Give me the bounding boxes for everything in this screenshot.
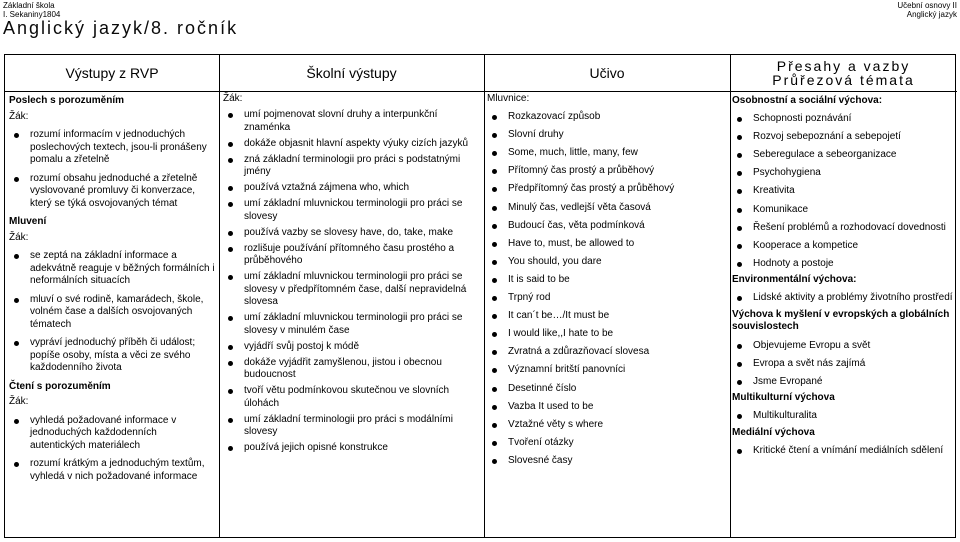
column-header-cross-topics (730, 55, 957, 92)
list-item: mluví o své rodině, kamarádech, škole, volném čase a dalších osvojovaných tématech (9, 294, 215, 332)
media-list (732, 445, 956, 458)
list-item: používá vazby se slovesy have, do, take, make (223, 227, 480, 240)
list-item: dokáže vyjádřit zamyšlenou, jistou i obecnou budoucnost (223, 357, 480, 382)
cross-topics-header-line2: Průřezová témata (772, 72, 915, 88)
list-item: Multikulturalita (732, 410, 956, 423)
column-divider (219, 55, 220, 537)
section-title-environmental: Environmentální výchova: (732, 274, 857, 286)
list-item: Evropa a svět nás zajímá (732, 358, 956, 371)
list-item: Vztažné věty s where (487, 419, 727, 432)
document-type-line1: Učební osnovy II (897, 1, 957, 10)
school-address: I. Sekaniny1804 (3, 10, 61, 19)
list-item: používá jejich opisné konstrukce (223, 442, 480, 455)
list-item: Slovní druhy (487, 129, 727, 142)
list-item: používá vztažná zájmena who, which (223, 182, 480, 195)
list-item: Minulý čas, vedlejší věta časová (487, 202, 727, 215)
list-item: Rozkazovací způsob (487, 111, 727, 124)
european-global-list (732, 340, 956, 389)
column-header-school-outputs: Školní výstupy (219, 55, 484, 92)
list-item: Významní britští panovníci (487, 364, 727, 377)
list-item: umí pojmenovat slovní druhy a interpunkční znaménka (223, 109, 480, 134)
school-outputs-list (223, 109, 480, 455)
list-item: rozumí informacím v jednoduchých poslechových textech, jsou-li pronášeny pomalu a zřetelně (9, 129, 215, 167)
document-type-line2: Anglický jazyk (906, 10, 957, 19)
list-item: umí základní mluvnickou terminologii pro práci se slovesy v minulém čase (223, 312, 480, 337)
list-item: It can´t be…/It must be (487, 310, 727, 323)
list-item: Kooperace a kompetice (732, 240, 956, 253)
grammar-list (487, 111, 727, 467)
list-item: umí základní terminologii pro práci s modálními slovesy (223, 414, 480, 439)
list-item: Objevujeme Evropu a svět (732, 340, 956, 353)
column-header-rvp: Výstupy z RVP (5, 55, 219, 92)
column-divider (484, 55, 485, 537)
list-item: rozumí krátkým a jednoduchým textům, vyhledá v nich požadované informace (9, 458, 215, 483)
section-title-media: Mediální výchova (732, 426, 815, 438)
document-type (897, 1, 957, 19)
list-item: Some, much, little, many, few (487, 147, 727, 160)
list-item: Kreativita (732, 185, 956, 198)
list-item: Předpřítomný čas prostý a průběhový (487, 183, 727, 196)
list-item: tvoří větu podmínkovou skutečnou ve slovních úlohách (223, 385, 480, 410)
environmental-list (732, 292, 956, 305)
list-item: Tvoření otázky (487, 437, 727, 450)
personal-social-list (732, 113, 956, 270)
list-item: Zvratná a zdůrazňovací slovesa (487, 346, 727, 359)
reading-list (9, 415, 215, 484)
list-item: Seberegulace a sebeorganizace (732, 149, 956, 162)
listening-list (9, 129, 215, 210)
list-item: Desetinné číslo (487, 383, 727, 396)
column-header-curriculum: Učivo (484, 55, 730, 92)
list-item: Slovesné časy (487, 455, 727, 468)
section-title-multicultural: Multikulturní výchova (732, 392, 835, 404)
list-item: umí základní mluvnickou terminologii pro práci se slovesy (223, 198, 480, 223)
list-item: vypráví jednoduchý příběh či událost; popíše osoby, místa a věci ze svého každodenního života (9, 337, 215, 375)
list-item: Schopnosti poznávání (732, 113, 956, 126)
list-item: rozumí obsahu jednoduché a zřetelně vyslovované promluvy či konverzace, který se týká osvojovaných témat (9, 173, 215, 211)
section-title-speaking: Mluvení (9, 216, 47, 227)
section-title-european-global: Výchova k myšlení v evropských a globálních souvislostech (732, 308, 950, 333)
section-title-reading: Čtení s porozuměním (9, 380, 111, 392)
list-item: Rozvoj sebepoznání a sebepojetí (732, 131, 956, 144)
list-item: vyjádří svůj postoj k módě (223, 341, 480, 354)
multicultural-list (732, 410, 956, 423)
list-item: Vazba It used to be (487, 401, 727, 414)
column-divider (730, 55, 731, 537)
section-title-listening: Poslech s porozuměním (9, 95, 125, 106)
list-item: Budoucí čas, věta podmínková (487, 220, 727, 233)
list-item: Lidské aktivity a problémy životního prostředí (732, 292, 956, 305)
speaking-list (9, 250, 215, 375)
list-item: Trpný rod (487, 292, 727, 305)
cross-topics-column (732, 93, 956, 537)
list-item: umí základní mluvnickou terminologii pro práci se slovesy v předpřítomném čase, další nepravidelná slovesa (223, 271, 480, 309)
cross-topics-header-line1: Přesahy a vazby (776, 58, 911, 74)
list-item: zná základní terminologii pro práci s podstatnými jmény (223, 154, 480, 179)
list-item: Komunikace (732, 204, 956, 217)
list-item: se zeptá na základní informace a adekvátně reaguje v běžných formálních i neformálních situacích (9, 250, 215, 288)
list-item: Have to, must, be allowed to (487, 238, 727, 251)
list-item: It is said to be (487, 274, 727, 287)
pupil-label: Žák: (9, 110, 29, 122)
school-name: Základní škola (3, 1, 55, 10)
section-title-personal-social: Osobnostní a sociální výchova: (732, 95, 883, 106)
list-item: rozlišuje používání přítomného času prostého a průběhového (223, 243, 480, 268)
list-item: Přítomný čas prostý a průběhový (487, 165, 727, 178)
list-item: Psychohygiena (732, 167, 956, 180)
list-item: Jsme Evropané (732, 376, 956, 389)
list-item: dokáže objasnit hlavní aspekty výuky cizích jazyků (223, 138, 480, 151)
list-item: You should, you dare (487, 256, 727, 269)
curriculum-column (487, 93, 727, 537)
list-item: Hodnoty a postoje (732, 258, 956, 271)
list-item: Řešení problémů a rozhodovací dovednosti (732, 222, 956, 235)
curriculum-table (4, 54, 956, 538)
section-title-grammar: Mluvnice: (487, 93, 530, 104)
pupil-label: Žák: (9, 231, 29, 243)
school-outputs-column (223, 93, 480, 537)
list-item: I would like,,I hate to be (487, 328, 727, 341)
list-item: vyhledá požadované informace v jednoduchých každodenních autentických materiálech (9, 415, 215, 453)
rvp-column (9, 93, 215, 537)
list-item: Kritické čtení a vnímání mediálních sdělení (732, 445, 956, 458)
page-title: Anglický jazyk/8. ročník (3, 18, 239, 38)
school-info (3, 1, 60, 19)
pupil-label: Žák: (9, 396, 29, 407)
pupil-label: Žák: (223, 93, 243, 104)
